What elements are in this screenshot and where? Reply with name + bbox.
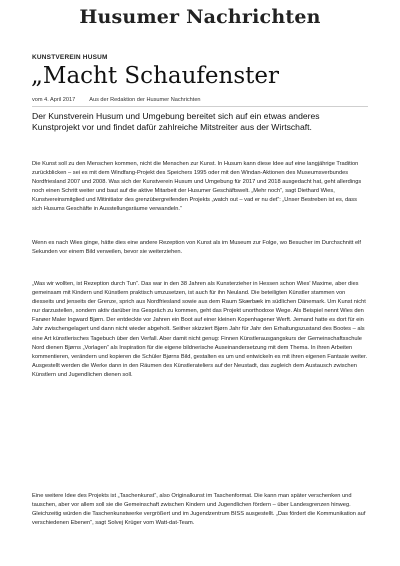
article-paragraph-4: Eine weitere Idee des Projekts ist „Taschenkunst“, also Originalkunst im Taschenformat. Die kann man später verschenken und tauschen, aber vor allem soll sie die Gemeinschaft zwischen Kindern und Jugendlichen fördern – über Landesgrenzen hinweg. Gleichzeitig würden die Taschenkunstwerke vergrößert und im Jugendzentrum BISS ausgestellt. „Das fördert die Kommunikation auf verschiedenen Ebenen“, sagt Solvej Krüger vom Watt-dat-Team. [32,493,366,527]
article-lead: Der Kunstverein Husum und Umgebung bereitet sich auf ein etwas anderes Kunstprojekt vor und findet dafür zahlreiche Mitstreiter aus der Wirtschaft. [32,111,320,132]
header-divider [32,106,368,107]
article-date: vom 4. April 2017 [32,97,76,103]
article-paragraph-2: Wenn es nach Wies ginge, hätte dies eine andere Rezeption von Kunst als im Museum zur Folge, wo Besucher im Durchschnitt elf Sekunden vor einem Bild verweilen, bevor sie weiterziehen. [32,240,361,256]
article-meta [32,97,368,103]
article-paragraph-1: Die Kunst soll zu den Menschen kommen, nicht die Menschen zur Kunst. In Husum kann diese Idee auf eine langjährige Tradition zurückblicken – sei es mit dem Windfang-Projekt des Speichers 1995 oder mit den Windan-Aktionen des Museumsverbundes Nordfriesland 2007 und 2008. Was sich der Kunstverein Husum und Umgebung für 2017 und 2018 ausgedacht hat, geht allerdings noch einen Schritt weiter und baut auf die aktive Mitarbeit der Husumer Geschäftswelt. „Mehr noch“, sagt Diethard Wies, Kunstvereinsmitglied und Mitinitiator des grenzübergreifenden Projekts „watch out – vad er nu det“: „Unser Bestreben ist es, dass sich Husums Geschäfte in Ausstellungsräume verwandeln.“ [32,161,362,213]
newspaper-masthead: Husumer Nachrichten [79,6,321,28]
section-label: KUNSTVEREIN HUSUM [32,54,108,61]
article-source: Aus der Redaktion der Husumer Nachrichten [89,97,201,103]
article-headline: „Macht Schaufenster [31,63,279,89]
article-paragraph-3: „Was wir wollten, ist Rezeption durch Tun“. Das war in den 38 Jahren als Kunsterzieher in Hessen schon Wies' Maxime, aber dies gemeinsam mit Kindern und Künstlern praktisch umzusetzen, ist auch für ihn Neuland. Die beteiligten Künstler stammen von diesseits und jenseits der Grenze, sprich aus Nordfriesland sowie aus dem Raum Skærbæk im südlichen Dänemark. Um Kunst nicht nur darzustellen, sondern aktiv darüber ins Gespräch zu kommen, geht das Projekt unorthodoxe Wege. Als Beispiel nennt Wies den Fanøer Maler Ingward Bjørn. Der entdeckte vor Jahren ein Boot auf einer kleinen Kopenhagener Werft. Jemand hatte es dort für ein Jahr zwischengelagert und dann nicht wieder abgeholt. Seither skizziert Bjørn Jahr für Jahr den Erhaltungszustand des Bootes – als eine Art künstlerisches Tagebuch über den Verfall. Aber damit nicht genug: Finnen Künstlerausgangskurs der Gemeinschaftsschule Nord dienen Bjørns „Vorlagen“ als Inspiration für die eigene bildnerische Auseinandersetzung mit dem Thema. In ihren Arbeiten kommentieren, verändern und kopieren die Schüler Bjørns Bild, gestalten es um und entwickeln es mit ihren eigenen Fantasie weiter. Ausgestellt werden die Werke dann in den Räumen des Künstlerateliers auf der Neustadt, das zugleich dem Austausch zwischen Künstlern und Jugendlichen dienen soll. [32,281,368,378]
